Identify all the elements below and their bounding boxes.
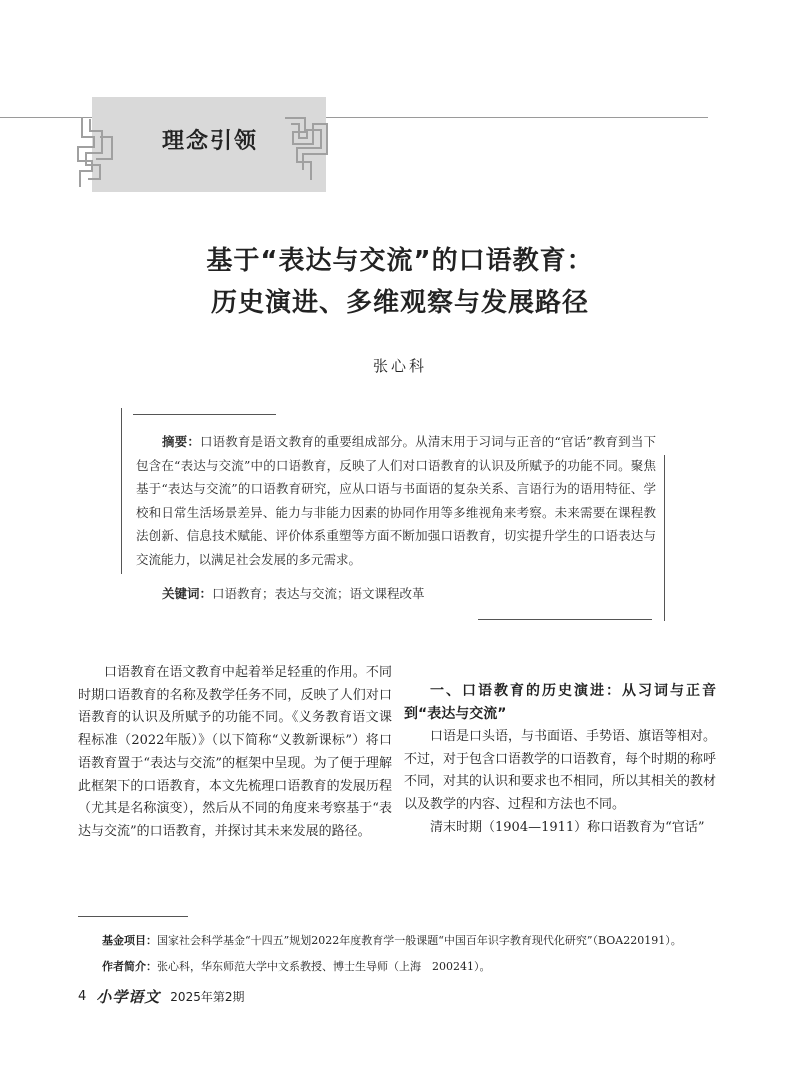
abstract-text: 口语教育是语文教育的重要组成部分。从清末用于习词与正音的“官话”教育到当下包含在“表达与交流”中的口语教育，反映了人们对口语教育的认识及所赋予的功能不同。聚焦基于“表达与交流”的口语教育研究，应从口语与书面语的复杂关系、言语行为的语用特征、学校和日常生活场景差异、能力与非能力因素的协同作用等多维视角来考察。未来需要在课程教法创新、信息技术赋能、评价体系重塑等方面不断加强口语教育，切实提升学生的口语表达与交流能力，以满足社会发展的多元需求。	[136, 434, 656, 567]
author-info-text: 张心科，华东师范大学中文系教授、博士生导师（上海 200241）。	[157, 960, 491, 973]
keywords-text: 口语教育；表达与交流；语文课程改革	[212, 586, 425, 601]
journal-issue: 2025年第2期	[170, 990, 245, 1004]
abstract	[136, 430, 656, 572]
abstract-frame-right	[664, 455, 665, 621]
fund-label: 基金项目：	[102, 934, 157, 947]
abstract-label: 摘要：	[162, 434, 200, 449]
body-paragraph: 口语是口头语，与书面语、手势语、旗语等相对。不过，对于包含口语教学的口语教育，每个时期的称呼不同，对其的认识和要求也不相同，所以其相关的教材以及教学的内容、过程和方法也不同。	[404, 729, 717, 813]
body-left-column	[78, 662, 392, 844]
article-title-line-1: 基于“表达与交流”的口语教育：	[206, 246, 594, 276]
fret-ornament-right-icon	[283, 110, 343, 182]
body-paragraph: 口语教育在语文教育中起着举足轻重的作用。不同时期口语教育的名称及教学任务不同，反映了人们对口语教育的认识及所赋予的功能不同。《义务教育语文课程标准（2022年版）》（以下简称“义教新课标”）将口语教育置于“表达与交流”的框架中呈现。为了便于理解此框架下的口语教育，本文先梳理口语教育的发展历程（尤其是名称演变），然后从不同的角度来考察基于“表达与交流”的口语教育，并探讨其未来发展的路径。	[78, 665, 392, 839]
abstract-frame-bottom	[478, 619, 652, 620]
section-heading: 一、口语教育的历史演进：从习词与正音到“表达与交流”	[404, 683, 716, 722]
article-title-line-2: 历史演进、多维观察与发展路径	[210, 288, 589, 318]
abstract-frame-left	[121, 408, 122, 574]
page-footer	[78, 986, 244, 1007]
journal-name: 小学语文	[96, 988, 161, 1006]
footnote-fund	[102, 932, 682, 948]
body-paragraph: 清末时期（1904—1911）称口语教育为“官话”	[430, 819, 705, 835]
abstract-frame-top	[133, 414, 276, 415]
footnote-author	[102, 958, 491, 974]
fret-ornament-left-icon	[70, 117, 130, 189]
keywords-label: 关键词：	[162, 586, 213, 601]
page-number: 4	[78, 989, 87, 1004]
section-title: 理念引领	[162, 129, 259, 154]
author-info-label: 作者简介：	[102, 960, 157, 973]
body-right-column	[404, 680, 716, 840]
author-name: 张心科	[372, 357, 427, 375]
fund-text: 国家社会科学基金“十四五”规划2022年度教育学一般课题“中国百年识字教育现代化研究”（BOA220191）。	[157, 934, 682, 947]
footnote-rule	[78, 916, 188, 917]
keywords	[162, 584, 425, 602]
